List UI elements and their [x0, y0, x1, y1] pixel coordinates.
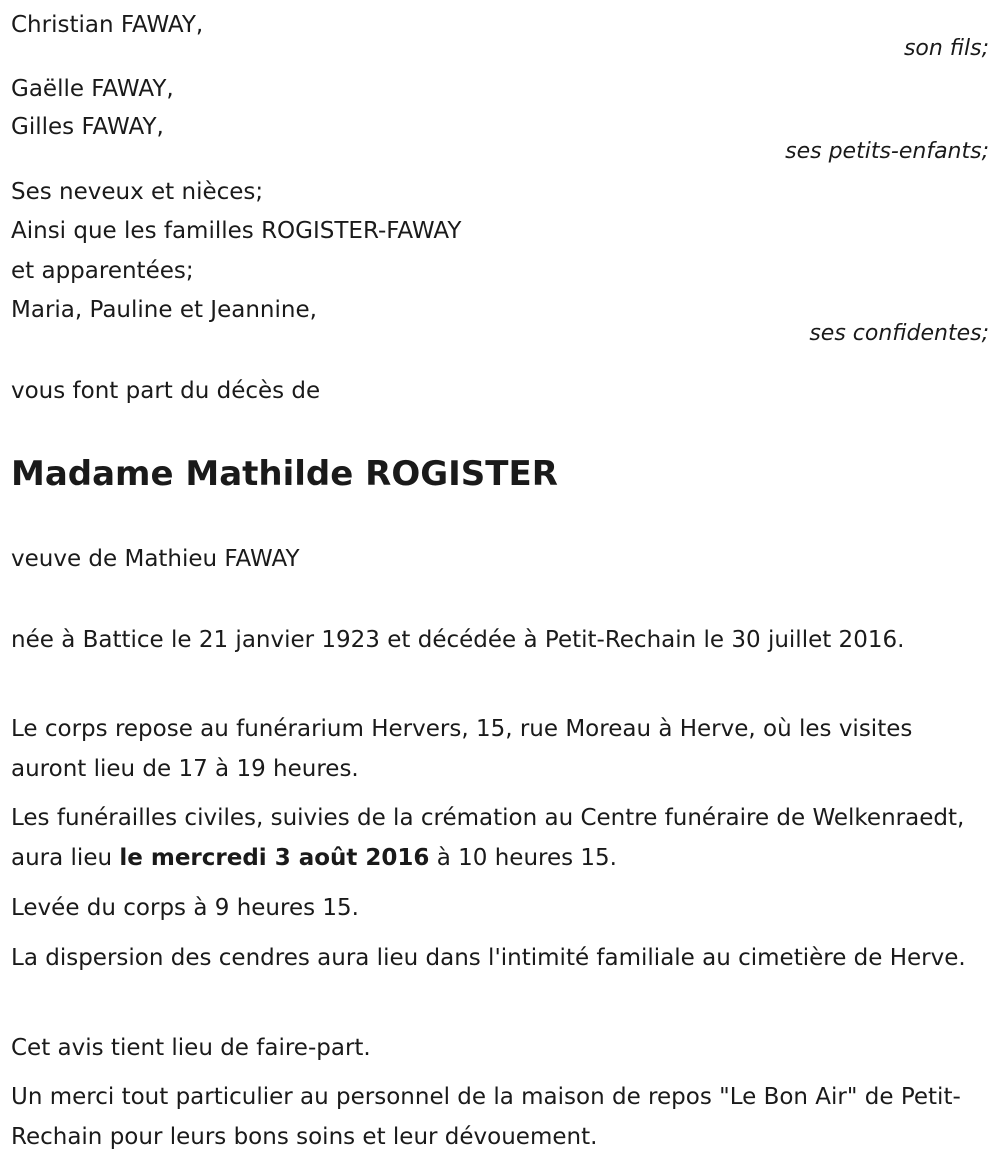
deceased-name: Madame Mathilde ROGISTER	[11, 454, 558, 494]
son-role: son fils;	[903, 36, 989, 61]
notice-paragraph: Cet avis tient lieu de faire-part.	[11, 1035, 371, 1061]
relatives-line-3: et apparentées;	[11, 258, 194, 284]
grandchildren-role: ses petits-enfants;	[785, 139, 989, 164]
ashes-paragraph: La dispersion des cendres aura lieu dans l'intimité familiale au cimetière de Herve.	[11, 945, 966, 971]
body-rests-paragraph: Le corps repose au funérarium Hervers, 15, rue Moreau à Herve, où les visites auront lieu de 17 à 19 heures.	[11, 716, 913, 782]
funeral-date: le mercredi 3 août 2016	[119, 845, 430, 871]
relatives-line-2: Ainsi que les familles ROGISTER-FAWAY	[11, 218, 462, 244]
levee-paragraph: Levée du corps à 9 heures 15.	[11, 895, 359, 921]
announcement-text: vous font part du décès de	[11, 378, 321, 404]
funeral-text-after: à 10 heures 15.	[429, 845, 617, 871]
funeral-paragraph	[11, 798, 989, 878]
birth-death-paragraph: née à Battice le 21 janvier 1923 et décédée à Petit-Rechain le 30 juillet 2016.	[11, 627, 905, 653]
relatives-line-4: Maria, Pauline et Jeannine,	[11, 297, 317, 323]
son-name: Christian FAWAY,	[11, 12, 204, 38]
thanks-paragraph: Un merci tout particulier au personnel de la maison de repos "Le Bon Air" de Petit-Rechain pour leurs bons soins et leur dévouement.	[11, 1084, 961, 1150]
relatives-line-1: Ses neveux et nièces;	[11, 179, 264, 205]
widow-of-text: veuve de Mathieu FAWAY	[11, 546, 300, 572]
grandchild-name-1: Gaëlle FAWAY,	[11, 76, 174, 102]
confidantes-role: ses confidentes;	[809, 321, 989, 346]
funeral-text-before: Les funérailles civiles, suivies de la crémation au Centre funéraire de Welkenraedt, aura lieu	[11, 805, 965, 871]
obituary-notice	[11, 0, 989, 1172]
grandchild-name-2: Gilles FAWAY,	[11, 114, 164, 140]
